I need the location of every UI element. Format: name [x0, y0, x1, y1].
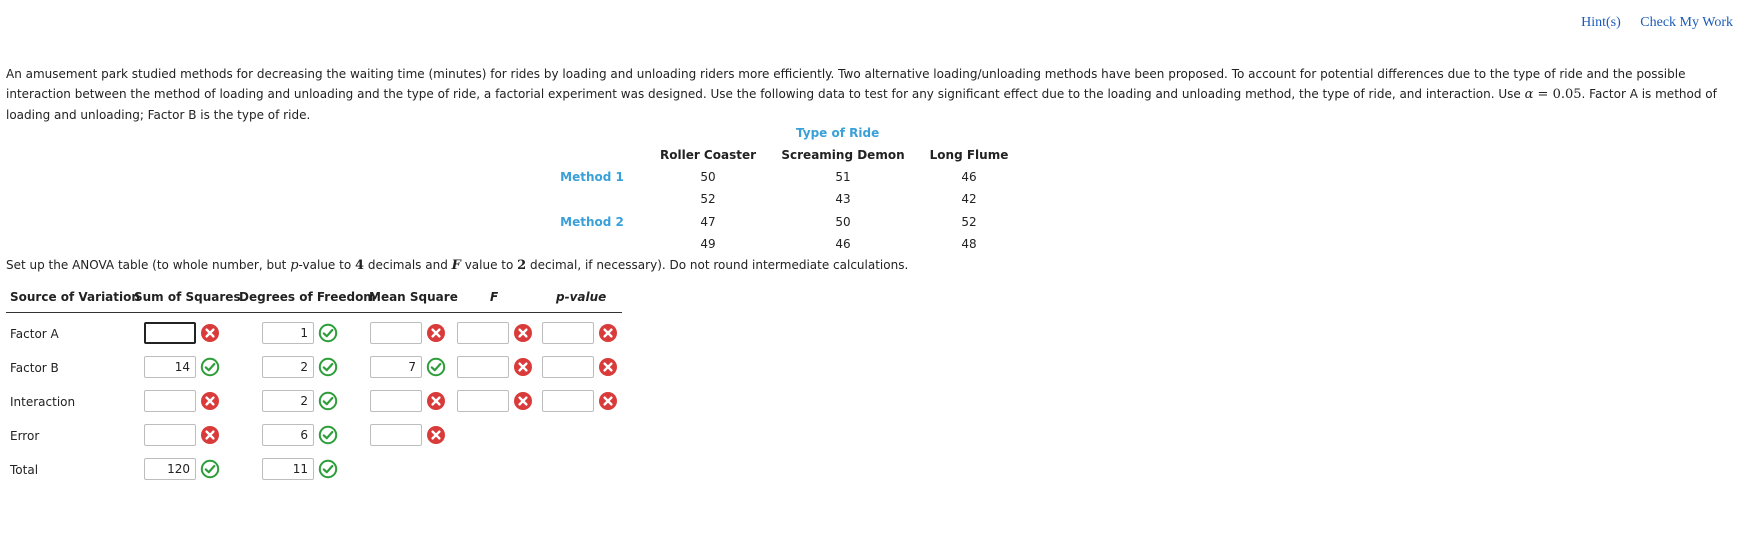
mean-square-input[interactable] — [370, 390, 422, 412]
sum-of-squares-input[interactable]: 120 — [144, 458, 196, 480]
p-symbol: p — [290, 258, 299, 273]
x-circle-icon — [426, 391, 446, 411]
x-circle-icon — [598, 391, 618, 411]
header-f: F — [490, 290, 499, 304]
prompt-text-2: . Factor A is method of loading and unloading; Factor B is the type of ride. — [6, 87, 1717, 122]
f-symbol: F — [451, 258, 461, 273]
f-value-input[interactable] — [457, 356, 509, 378]
data-cell: 43 — [835, 192, 851, 206]
instr-text: decimals and — [364, 258, 452, 272]
header-df: Degrees of Freedom — [239, 290, 376, 304]
row-label: Factor A — [10, 327, 59, 341]
alpha-value: 0.05 — [1552, 87, 1582, 102]
degrees-of-freedom-input[interactable]: 1 — [262, 322, 314, 344]
column-header-roller-coaster: Roller Coaster — [659, 148, 757, 162]
x-circle-icon — [426, 425, 446, 445]
check-circle-icon — [200, 459, 220, 479]
data-cell: 50 — [700, 170, 716, 184]
instr-text: decimal, if necessary). Do not round intermediate calculations. — [526, 258, 909, 272]
alpha-symbol: α — [1524, 87, 1534, 102]
data-cell: 42 — [961, 192, 977, 206]
header-p-value — [556, 290, 606, 304]
data-cell: 50 — [835, 215, 851, 229]
data-cell: 49 — [700, 237, 716, 251]
sum-of-squares-input[interactable]: 14 — [144, 356, 196, 378]
data-cell: 46 — [961, 170, 977, 184]
instr-text: value to — [460, 258, 518, 272]
hints-link[interactable]: Hint(s) — [1581, 15, 1621, 30]
mean-square-input[interactable]: 7 — [370, 356, 422, 378]
data-table — [0, 0, 1751, 260]
x-circle-icon — [200, 323, 220, 343]
header-ss: Sum of Squares — [134, 290, 241, 304]
check-circle-icon — [318, 391, 338, 411]
data-cell: 47 — [700, 215, 716, 229]
p-value-input[interactable] — [542, 322, 594, 344]
factor-b-title: Type of Ride — [796, 126, 880, 140]
row-label: Error — [10, 429, 40, 443]
method-2-label: Method 2 — [560, 215, 624, 229]
column-header-long-flume: Long Flume — [929, 148, 1009, 162]
header-divider — [6, 312, 622, 313]
check-circle-icon — [200, 357, 220, 377]
check-circle-icon — [318, 459, 338, 479]
header-p-value-text: p-value — [556, 290, 607, 304]
row-label: Total — [10, 463, 39, 477]
x-circle-icon — [513, 323, 533, 343]
degrees-of-freedom-input[interactable]: 2 — [262, 390, 314, 412]
data-cell: 46 — [835, 237, 851, 251]
prompt-text-1: An amusement park studied methods for decreasing the waiting time (minutes) for rides by loading and unloading riders more efficiently. Two alternative loading/unloading methods have been proposed. To account for potential differences due to the type of ride and the possible interaction between the method of loading and unloading and the type of ride, a factorial experiment was designed. Use the following data to test for any significant effect due to the loading and unloading method, the type of ride, and interaction. Use — [6, 67, 1686, 101]
data-cell: 52 — [700, 192, 716, 206]
f-value-input[interactable] — [457, 322, 509, 344]
data-cell: 52 — [961, 215, 977, 229]
mean-square-input[interactable] — [370, 322, 422, 344]
f-value-input[interactable] — [457, 390, 509, 412]
instr-number: 2 — [517, 258, 527, 273]
degrees-of-freedom-input[interactable]: 6 — [262, 424, 314, 446]
instr-number: 4 — [355, 258, 365, 273]
equals-sign: = — [1533, 87, 1553, 102]
check-circle-icon — [318, 323, 338, 343]
degrees-of-freedom-input[interactable]: 11 — [262, 458, 314, 480]
data-cell: 51 — [835, 170, 851, 184]
anova-table — [6, 290, 626, 490]
anova-instructions — [6, 258, 908, 273]
check-circle-icon — [426, 357, 446, 377]
sum-of-squares-input[interactable] — [144, 322, 196, 344]
instr-text: -value to — [298, 258, 355, 272]
x-circle-icon — [200, 391, 220, 411]
method-1-label: Method 1 — [560, 170, 624, 184]
row-label: Factor B — [10, 361, 59, 375]
sum-of-squares-input[interactable] — [144, 390, 196, 412]
data-cell: 48 — [961, 237, 977, 251]
header-ms: Mean Square — [369, 290, 458, 304]
x-circle-icon — [598, 323, 618, 343]
x-circle-icon — [513, 391, 533, 411]
row-label: Interaction — [10, 395, 76, 409]
instr-text: Set up the ANOVA table (to whole number, but — [6, 258, 291, 272]
check-circle-icon — [318, 425, 338, 445]
header-source: Source of Variation — [10, 290, 140, 304]
p-value-input[interactable] — [542, 390, 594, 412]
x-circle-icon — [200, 425, 220, 445]
degrees-of-freedom-input[interactable]: 2 — [262, 356, 314, 378]
p-value-input[interactable] — [542, 356, 594, 378]
x-circle-icon — [513, 357, 533, 377]
column-header-screaming-demon: Screaming Demon — [781, 148, 905, 162]
x-circle-icon — [426, 323, 446, 343]
check-my-work-link[interactable]: Check My Work — [1640, 15, 1733, 30]
check-circle-icon — [318, 357, 338, 377]
sum-of-squares-input[interactable] — [144, 424, 196, 446]
mean-square-input[interactable] — [370, 424, 422, 446]
x-circle-icon — [598, 357, 618, 377]
